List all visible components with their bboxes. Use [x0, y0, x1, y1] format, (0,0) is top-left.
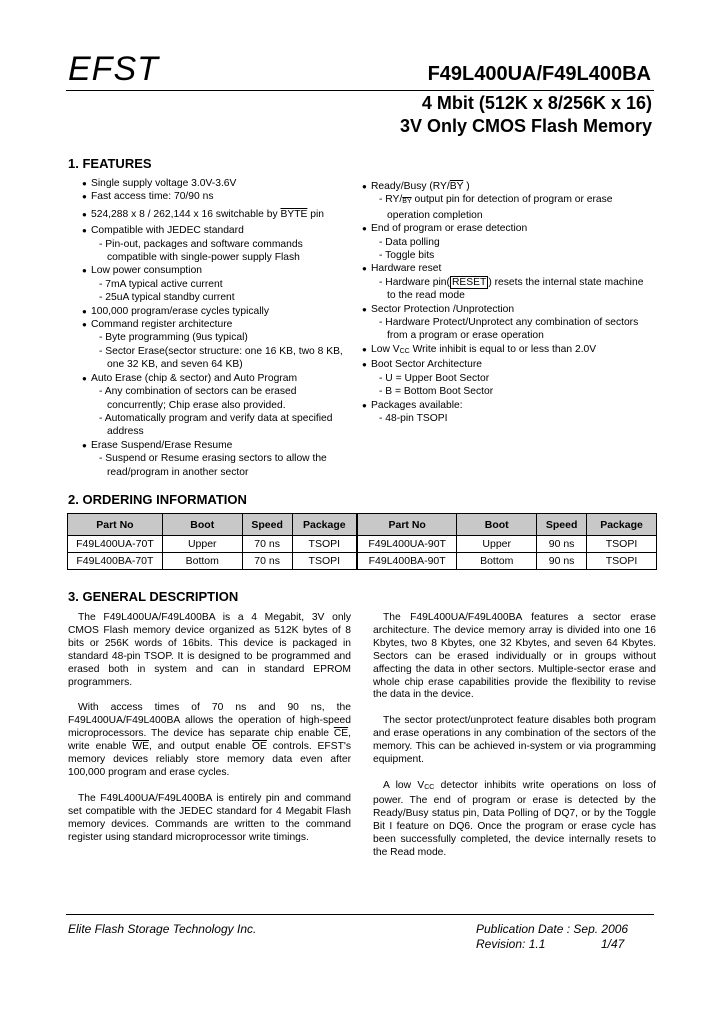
- feature-text: Compatible with JEDEC standard: [91, 225, 244, 237]
- header-rule: [66, 90, 654, 91]
- feature-text: Single supply voltage 3.0V-3.6V: [91, 178, 237, 189]
- subitem-text: ) resets the internal state machine: [488, 276, 644, 288]
- feature-text: Fast access time: 70/90 ns: [91, 191, 214, 203]
- subitem-text: - Data polling: [379, 236, 440, 248]
- feature-item: [362, 303, 662, 343]
- feature-text: Auto Erase (chip & sector) and Auto Program: [91, 372, 298, 384]
- table-cell: 90 ns: [537, 536, 587, 553]
- features-left-column: [82, 177, 362, 479]
- feature-item: [362, 358, 662, 398]
- bullet-icon: ●: [82, 320, 87, 330]
- feature-text: End of program or erase detection: [371, 223, 528, 235]
- subitem-text: - B = Bottom Boot Sector: [379, 386, 494, 398]
- footer-publication-date: Publication Date : Sep. 2006: [476, 922, 629, 936]
- paragraph-text: detector inhibits write operations on loss of power. The end of program or erase is detected by the Ready/Busy status pin, Data Polling of DQ7, or by the Toggle Bit I feature on DQ6. Once the program or erase cycle has been successfully completed, the device internally resets to the Read mode.: [373, 779, 656, 858]
- feature-subitem: [371, 193, 662, 222]
- feature-item: [82, 264, 362, 304]
- table-header-row: [68, 514, 657, 536]
- feature-item: [362, 262, 662, 302]
- subitem-text: one 32 KB, and seven 64 KB): [107, 359, 243, 371]
- table-row: [68, 553, 657, 570]
- subitem-text: - Hardware pin(: [379, 276, 450, 288]
- subitem-text: read/program in another sector: [107, 466, 249, 478]
- column-header: Speed: [537, 514, 587, 536]
- vcc-subscript: CC: [399, 347, 410, 355]
- feature-text: ): [463, 181, 470, 192]
- feature-item: [82, 372, 362, 439]
- bullet-icon: ●: [362, 400, 367, 410]
- bullet-icon: ●: [82, 266, 87, 276]
- subitem-text: - 48-pin TSOPI: [379, 412, 448, 424]
- feature-item: [82, 208, 362, 221]
- feature-subitem: [91, 278, 362, 291]
- bullet-icon: ●: [362, 360, 367, 370]
- column-header: Package: [292, 514, 357, 536]
- column-header: Part No: [357, 514, 457, 536]
- subitem-text: - Automatically program and verify data at specified: [99, 412, 333, 424]
- feature-item: [82, 318, 362, 372]
- vcc-subscript: CC: [424, 783, 435, 791]
- feature-text: Erase Suspend/Erase Resume: [91, 439, 233, 451]
- feature-item: [82, 305, 362, 318]
- busy-signal-label: $\overline{BY}$: [449, 181, 464, 192]
- subitem-text: - RY/: [379, 194, 403, 206]
- subitem-text: compatible with single-power supply Flash: [107, 252, 300, 264]
- subitem-text: - U = Upper Boot Sector: [379, 372, 490, 384]
- bullet-icon: ●: [362, 224, 367, 234]
- device-capacity-subtitle: 4 Mbit (512K x 8/256K x 16): [421, 93, 652, 113]
- paragraph-text: With access times of 70 ns and 90 ns, the F49L400UA/F49L400BA allows the operation of high-speed microprocessors. The device has separate chip enable: [68, 702, 351, 740]
- feature-text: Packages available:: [371, 399, 463, 411]
- subitem-text: concurrently; Chip erase also provided.: [107, 399, 286, 411]
- feature-subitem: [91, 452, 362, 479]
- bullet-icon: ●: [82, 209, 87, 219]
- ce-signal-label: $\overline{CE}$: [333, 728, 349, 740]
- part-number-title: F49L400UA/F49L400BA: [427, 63, 651, 85]
- oe-signal-label: $\overline{OE}$: [252, 741, 267, 753]
- features-right-column: [362, 180, 662, 425]
- table-cell: F49L400BA-70T: [68, 553, 163, 570]
- table-cell: TSOPI: [587, 536, 657, 553]
- table-cell: F49L400UA-90T: [357, 536, 457, 553]
- subitem-text: from a program or erase operation: [387, 330, 544, 342]
- description-paragraph: The F49L400UA/F49L400BA features a sector erase architecture. The device memory array is divided into one 16 Kbytes, two 8 Kbytes, one 32 Kbytes, and seven 64 Kbytes. Sectors can be erased individually or in groups without affecting the data in other sectors. Multiple-sector erase and whole chip erase capabilities provide the flexibility to revise the data in the device.: [373, 612, 656, 701]
- feature-text: 100,000 program/erase cycles typically: [91, 305, 269, 317]
- paragraph-text: , and output enable: [148, 741, 253, 753]
- description-paragraph: The F49L400UA/F49L400BA is entirely pin and command set compatible with the JEDEC standard for 4 Megabit Flash memory devices. Commands are written to the command register using standard microprocessor write timings.: [68, 792, 351, 843]
- feature-item: [362, 399, 662, 426]
- subitem-text: - 25uA typical standby current: [99, 292, 235, 304]
- company-logo: EFST: [68, 50, 159, 88]
- bullet-icon: ●: [82, 179, 87, 188]
- feature-text: Write inhibit is equal to or less than 2.0V: [409, 343, 597, 355]
- column-header: Boot: [457, 514, 537, 536]
- table-cell: F49L400UA-70T: [68, 536, 163, 553]
- subitem-text: to the read mode: [387, 290, 465, 302]
- description-right-column: [373, 612, 656, 872]
- feature-subitem: [371, 249, 662, 262]
- feature-item: [82, 439, 362, 479]
- column-header: Boot: [162, 514, 242, 536]
- table-cell: Upper: [162, 536, 242, 553]
- feature-text: 524,288 x 8 / 262,144 x 16 switchable by: [91, 208, 281, 220]
- subitem-text: - Suspend or Resume erasing sectors to allow the: [99, 453, 327, 465]
- subitem-text: address: [107, 426, 144, 438]
- column-header: Package: [587, 514, 657, 536]
- feature-subitem: [91, 331, 362, 344]
- bullet-icon: ●: [82, 440, 87, 450]
- feature-item: [362, 180, 662, 222]
- feature-subitem: [91, 291, 362, 304]
- bullet-icon: ●: [82, 226, 87, 236]
- description-paragraph: The F49L400UA/F49L400BA is a 4 Megabit, 3V only CMOS Flash memory device organized as 512K bytes of 8 bits or 256K words of 16bits. This device is packaged in standard 48-pin TSOP. It is designed to be programmed and erased both in system and can in standard EPROM programmers.: [68, 612, 351, 688]
- description-heading: 3. GENERAL DESCRIPTION: [68, 589, 239, 604]
- footer-rule: [66, 914, 654, 915]
- feature-item: [362, 343, 662, 358]
- subitem-text: - Sector Erase(sector structure: one 16 KB, two 8 KB,: [99, 345, 343, 357]
- subitem-text: - Hardware Protect/Unprotect any combination of sectors: [379, 317, 639, 329]
- subitem-text: output pin for detection of program or erase: [411, 194, 613, 206]
- features-heading: 1. FEATURES: [68, 156, 152, 171]
- feature-text: Boot Sector Architecture: [371, 359, 483, 371]
- byte-signal-label: BYTE: [280, 208, 308, 220]
- feature-text: Low V: [371, 343, 400, 355]
- column-header: Part No: [68, 514, 163, 536]
- table-cell: 70 ns: [242, 536, 292, 553]
- bullet-icon: ●: [82, 373, 87, 383]
- paragraph-text: , write enable: [68, 728, 351, 753]
- paragraph-text: controls. EFST's memory devices reliably store memory data even after 100,000 program and erase cycles.: [68, 741, 351, 778]
- reset-signal-label: RESET: [451, 276, 487, 288]
- busy-signal-label: $\overline{BY}$: [402, 198, 412, 206]
- feature-text: Hardware reset: [371, 263, 442, 275]
- table-cell: Bottom: [457, 553, 537, 570]
- table-cell: TSOPI: [292, 553, 357, 570]
- bullet-icon: ●: [82, 306, 87, 316]
- table-cell: TSOPI: [292, 536, 357, 553]
- subitem-text: - Pin-out, packages and software commands: [99, 238, 303, 250]
- bullet-icon: ●: [362, 182, 367, 191]
- feature-subitem: [371, 385, 662, 398]
- subitem-text: operation completion: [387, 209, 483, 221]
- ordering-heading: 2. ORDERING INFORMATION: [68, 492, 247, 507]
- subitem-text: - Any combination of sectors can be erased: [99, 386, 297, 398]
- feature-subitem: [91, 385, 362, 412]
- description-paragraph: The sector protect/unprotect feature disables both program and erase operations in any combination of the sectors of the memory. This can be achieved in-system or via programming equipment.: [373, 715, 656, 766]
- feature-item: [362, 222, 662, 262]
- feature-subitem: [91, 412, 362, 439]
- paragraph-text: A low V: [383, 779, 425, 791]
- table-cell: Upper: [457, 536, 537, 553]
- table-cell: 70 ns: [242, 553, 292, 570]
- feature-subitem: [371, 412, 662, 425]
- feature-item: [82, 190, 362, 203]
- bullet-icon: ●: [362, 304, 367, 314]
- column-header: Speed: [242, 514, 292, 536]
- footer-page-number: 1/47: [601, 937, 625, 951]
- feature-subitem: [371, 316, 662, 343]
- feature-text: Low power consumption: [91, 265, 203, 277]
- device-type-subtitle: 3V Only CMOS Flash Memory: [399, 116, 652, 136]
- table-cell: TSOPI: [587, 553, 657, 570]
- table-row: [68, 536, 657, 553]
- bullet-icon: ●: [82, 192, 87, 202]
- feature-subitem: [371, 236, 662, 249]
- feature-text: pin: [307, 208, 324, 220]
- feature-subitem: [371, 276, 662, 303]
- bullet-icon: ●: [362, 264, 367, 274]
- ordering-table: [67, 513, 657, 570]
- bullet-icon: ●: [362, 344, 367, 354]
- description-paragraph: [68, 702, 351, 779]
- subitem-text: - Byte programming (9us typical): [99, 332, 248, 344]
- feature-subitem: [371, 372, 662, 385]
- table-cell: F49L400BA-90T: [357, 553, 457, 570]
- description-left-column: [68, 612, 351, 858]
- feature-item: [82, 224, 362, 264]
- feature-text: Sector Protection /Unprotection: [371, 303, 515, 315]
- table-cell: Bottom: [162, 553, 242, 570]
- subitem-text: - Toggle bits: [379, 250, 435, 262]
- footer-revision: Revision: 1.1: [476, 937, 546, 951]
- feature-subitem: [91, 345, 362, 372]
- feature-text: Ready/Busy (RY/: [371, 181, 450, 192]
- feature-item: [82, 177, 362, 190]
- feature-text: Command register architecture: [91, 319, 233, 331]
- we-signal-label: $\overline{WE}$: [132, 741, 149, 753]
- table-cell: 90 ns: [537, 553, 587, 570]
- footer-company-name: Elite Flash Storage Technology Inc.: [68, 922, 257, 936]
- feature-subitem: [91, 238, 362, 265]
- description-paragraph: [373, 780, 656, 859]
- subitem-text: - 7mA typical active current: [99, 278, 223, 290]
